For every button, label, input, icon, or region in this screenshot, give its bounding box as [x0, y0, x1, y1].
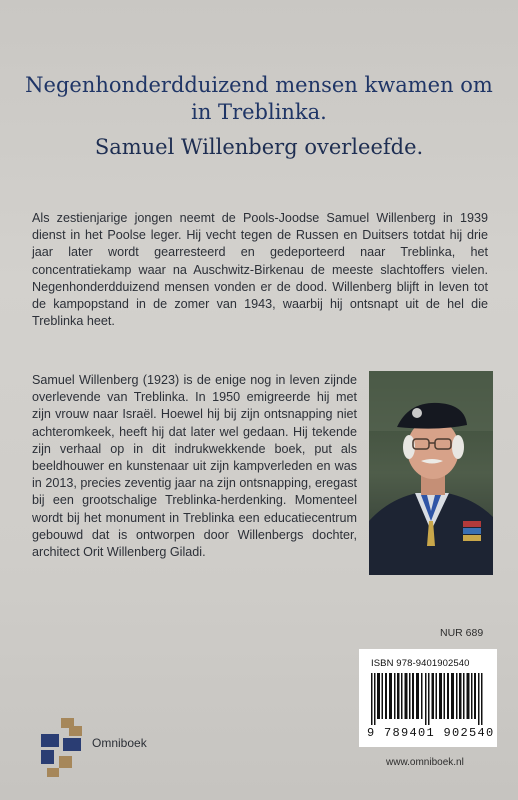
- isbn-barcode: [359, 649, 497, 747]
- intro-paragraph: Als zestienjarige jongen neemt de Pools-Joodse Samuel Willenberg in 1939 dienst in het Poolse leger. Hij vecht tegen de Russen en Duitsers totdat hij drie jaar later wordt gearresteerd en gedeporteerd naar Treblinka, het concentratiekamp waar na Auschwitz-Birkenau de meeste slachtoffers vielen. Negenhonderdduizend mensen vonden er de dood. Willenberg blijft in leven tot de kampopstand in de zomer van 1943, waarbij hij ontsnapt uit de hel die Treblinka heet.: [32, 211, 488, 329]
- omniboek-logo-icon: [39, 718, 83, 783]
- isbn-label: ISBN 978-9401902540: [371, 658, 470, 669]
- author-photo: [369, 371, 493, 575]
- barcode-bars: [371, 673, 485, 725]
- headline-line-1: Negenhonderdduizend mensen kwamen om: [25, 73, 493, 97]
- nur-code: NUR 689: [440, 627, 484, 639]
- back-cover-headline: [20, 72, 498, 161]
- author-bio-paragraph: Samuel Willenberg (1923) is de enige nog in leven zijnde overlevende van Treblinka. In 1950 emigreerde hij met zijn vrouw naar Israël. Hoewel hij bij zijn ontsnapping niet achteromkeek, heeft hij dat later wel gedaan. Hij tekende zijn verhaal op in dit indrukwekkende boek, put als beeldhouwer en kunstenaar uit zijn kampverleden en was in 2013, precies zeventig jaar na zijn ontsnapping, eregast bij een grootschalige Treblinka-herdenking. Momenteel wordt bij het monument in Treblinka een educatiecentrum gebouwd dat is ontworpen door Willenbergs dochter, architect Orit Willenberg Giladi.: [32, 373, 357, 560]
- headline-line-2: in Treblinka.: [191, 100, 327, 124]
- publisher-website: www.omniboek.nl: [386, 757, 464, 768]
- publisher-name: Omniboek: [92, 736, 147, 750]
- headline-line-3: Samuel Willenberg overleefde.: [94, 135, 424, 159]
- author-photo-illustration: [369, 371, 493, 575]
- barcode-digits: 9 789401 902540: [367, 726, 495, 740]
